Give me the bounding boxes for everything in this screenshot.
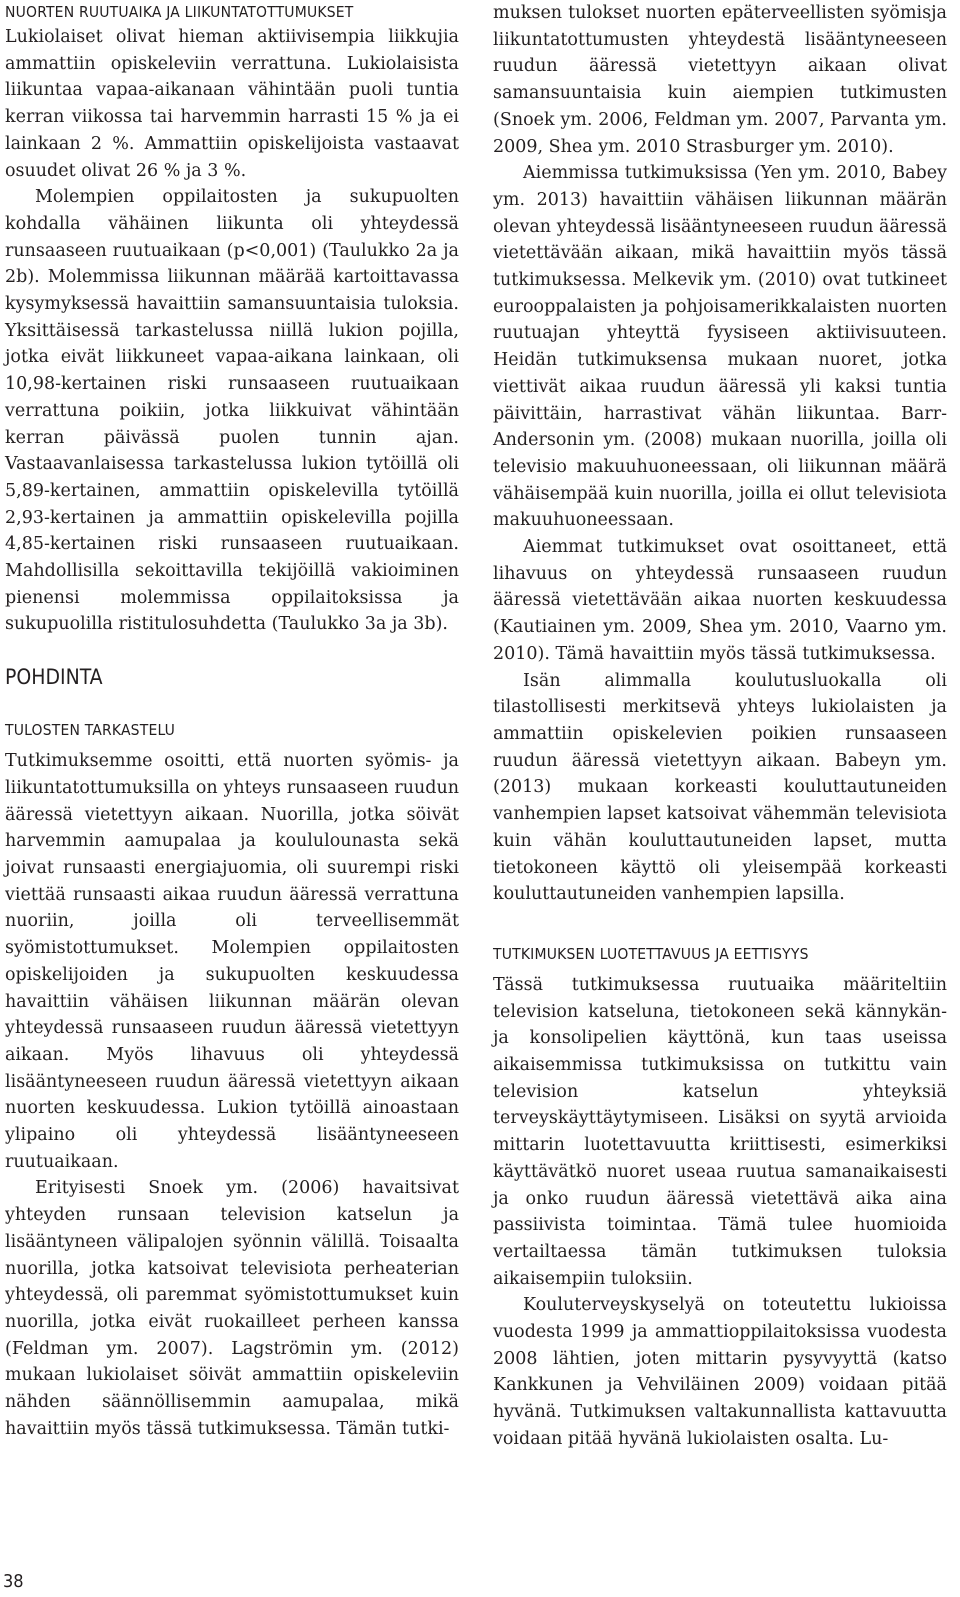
paragraph: Tutkimuksemme osoitti, että nuorten syömis- ja liikuntatottumuksilla on yhteys runsaaseen ruudun ääressä vietettyyn aikaan. Nuorilla, jotka söivät harvemmin aamupalaa ja koululounasta sekä joivat runsaasti energiajuomia, oli suurempi riski viettää runsaasti aikaa ruudun ääressä verrattuna nuoriin, joilla oli terveellisemmät syömistottumukset. Molempien oppilaitosten opiskelijoiden ja sukupuolten keskuudessa havaittiin vähäisen liikunnan määrän olevan yhteydessä runsaaseen ruudun ääressä vietettyyn aikaan. Myös lihavuus oli yhteydessä lisääntyneeseen ruudun ääressä vietettyyn aikaan nuorten keskuudessa. Lukion tytöillä ainoastaan ylipaino oli yhteydessä lisääntyneeseen ruutuaikaan. — [5, 751, 459, 1172]
section-heading-leisure: NUORTEN RUUTUAIKA JA LIIKUNTATOTTUMUKSET — [5, 3, 354, 21]
section-heading-discussion: POHDINTA — [5, 665, 103, 690]
paragraph: Aiemmissa tutkimuksissa (Yen ym. 2010, Babey ym. 2013) havaittiin vähäisen liikunnan määrän olevan yhteydessä lisääntyneeseen ruudun ääressä vietettävään aikaan, mikä havaittiin myös tässä tutkimuksessa. Melkevik ym. (2010) ovat tutkineet eurooppalaisten ja pohjoisamerikkalaisten nuorten ruutuajan yhteyttä fyysiseen aktiivisuuteen. Heidän tutkimuksensa mukaan nuoret, jotka viettivät aikaa ruudun ääressä yli kaksi tuntia päivittäin, harrastivat vähän liikuntaa. Barr-Andersonin ym. (2008) mukaan nuorilla, joilla oli televisio makuuhuoneessaan, oli liikunnan määrä vähäisempää kuin nuorilla, joilla ei ollut televisiota makuuhuoneessaan. — [493, 163, 947, 531]
paragraph: muksen tulokset nuorten epäterveellisten syömisja liikuntatottumusten yhteydestä lisääntyneeseen ruudun ääressä vietettyyn aikaan olivat samansuuntaisia kuin aiempien tutkimusten (Snoek ym. 2006, Feldman ym. 2007, Parvanta ym. 2009, Shea ym. 2010 Strasburger ym. 2010). — [493, 3, 947, 157]
paragraph: Erityisesti Snoek ym. (2006) havaitsivat yhteyden runsaan television katselun ja lisääntyneen välipalojen syönnin välillä. Toisaalta nuorilla, jotka katsoivat televisiota perheaterian yhteydessä, oli paremmat syömistottumukset kuin nuorilla, jotka eivät ruokailleet perheen kanssa (Feldman ym. 2007). Lagströmin ym. (2012) mukaan lukiolaiset söivät ammattiin opiskeleviin nähden säännöllisemmin aamupalaa, mikä havaittiin myös tässä tutkimuksessa. Tämän tutki- — [5, 1178, 459, 1439]
paragraph: Lukiolaiset olivat hieman aktiivisempia liikkujia ammattiin opiskeleviin verrattuna. Lukiolaisista liikuntaa vapaa-aikanaan vähintään puoli tuntia kerran viikossa tai harvemmin harrasti 15 % ja ei lainkaan 2 %. Ammattiin opiskelijoista vastaavat osuudet olivat 26 % ja 3 %. — [5, 27, 459, 181]
paragraph: Aiemmat tutkimukset ovat osoittaneet, että lihavuus on yhteydessä runsaaseen ruudun ääressä vietettävään aikaa nuorten keskuudessa (Kautiainen ym. 2009, Shea ym. 2010, Vaarno ym. 2010). Tämä havaittiin myös tässä tutkimuksessa. — [493, 537, 947, 664]
right-column — [493, 0, 947, 1453]
page-number: 38 — [3, 1571, 24, 1592]
left-column — [5, 0, 459, 1442]
section-heading-results: TULOSTEN TARKASTELU — [5, 721, 176, 740]
paragraph: Isän alimmalla koulutusluokalla oli tilastollisesti merkitsevä yhteys lukiolaisten ja ammattiin opiskelevien poikien runsaaseen ruudun ääressä vietettyyn aikaan. Babeyn ym. (2013) mukaan korkeasti kouluttautuneiden vanhempien lapset katsoivat vähemmän televisiota kuin vähän kouluttautuneiden lapset, mutta tietokoneen käyttö oli yleisempää korkeasti kouluttautuneiden vanhempien lapsilla. — [493, 670, 947, 905]
section-heading-reliability: TUTKIMUKSEN LUOTETTAVUUS JA EETTISYYS — [493, 944, 809, 963]
paragraph: Kouluterveyskyselyä on toteutettu lukioissa vuodesta 1999 ja ammattioppilaitoksissa vuodesta 2008 lähtien, joten mittarin pysyvyyttä (katso Kankkunen ja Vehviläinen 2009) voidaan pitää hyvänä. Tutkimuksen valtakunnallista kattavuutta voidaan pitää hyvänä lukiolaisten osalta. Lu- — [493, 1295, 947, 1449]
paragraph: Molempien oppilaitosten ja sukupuolten kohdalla vähäinen liikunta oli yhteydessä runsaaseen ruutuaikaan (p<0,001) (Taulukko 2a ja 2b). Molemmissa liikunnan määrää kartoittavassa kysymyksessä havaittiin samansuuntaisia tuloksia. Yksittäisessä tarkastelussa niillä lukion pojilla, jotka eivät liikkuneet vapaa-aikana lainkaan, oli 10,98-kertainen riski runsaaseen ruutuaikaan verrattuna poikiin, jotka liikkuivat vähintään kerran päivässä puolen tunnin ajan. Vastaavanlaisessa tarkastelussa lukion tytöillä oli 5,89-kertainen, ammattiin opiskelevilla tytöillä 2,93-kertainen ja ammattiin opiskelevilla pojilla 4,85-kertainen riski runsaaseen ruutuaikaan. Mahdollisilla sekoittavilla tekijöillä vakioiminen pienensi molemmissa oppilaitoksissa ja sukupuolilla ristitulosuhdetta (Taulukko 3a ja 3b). — [5, 187, 459, 635]
paragraph: Tässä tutkimuksessa ruutuaika määriteltiin television katseluna, tietokoneen sekä kännykän- ja konsolipelien käyttönä, kun taas useissa aikaisemmissa tutkimuksissa on tutkittu vain television katselun yhteyksiä terveyskäyttäytymiseen. Lisäksi on syytä arvioida mittarin luotettavuutta kriittisesti, esimerkiksi käyttävätkö nuoret useaa ruutua samanaikaisesti ja onko ruudun ääressä vietettävä aika aina passiivista toimintaa. Tämä tulee huomioida vertailtaessa tämän tutkimuksen tuloksia aikaisempiin tuloksiin. — [493, 974, 947, 1289]
